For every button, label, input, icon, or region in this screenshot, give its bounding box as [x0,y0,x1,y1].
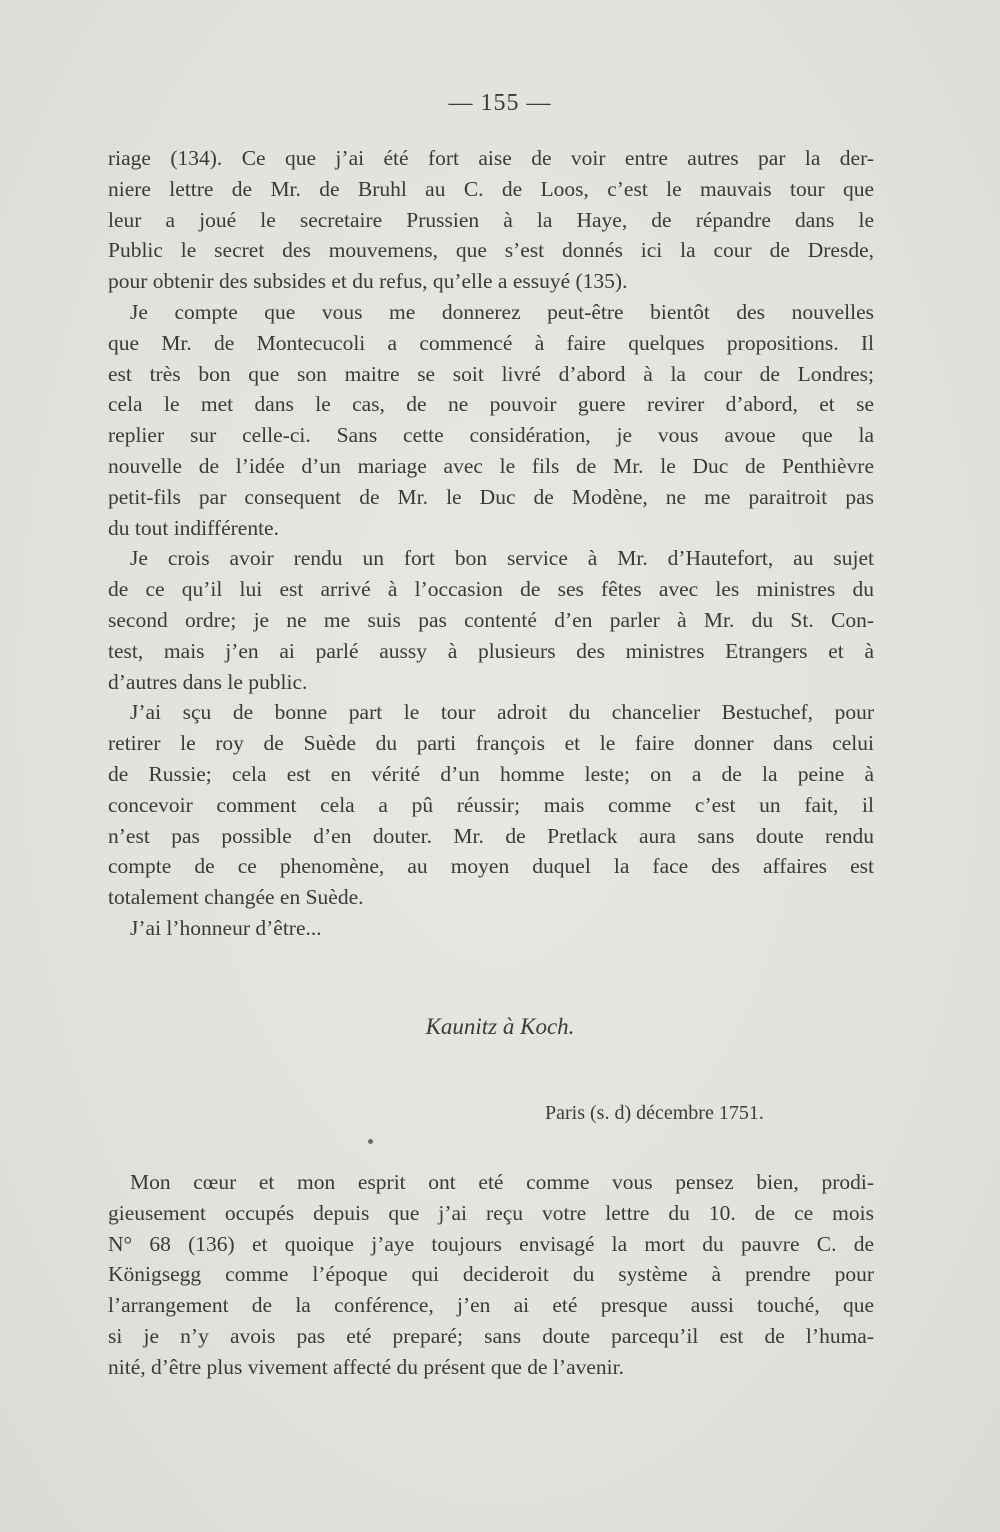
paragraph [108,297,874,543]
letter-heading: Kaunitz à Koch. [425,1014,575,1039]
text-line: de ce qu’il lui est arrivé à l’occasion de ses fêtes avec les ministres du [108,577,874,602]
text-line: pour obtenir des subsides et du refus, qu’elle a essuyé (135). [108,269,628,294]
text-line: niere lettre de Mr. de Bruhl au C. de Loos, c’est le mauvais tour que [108,176,874,201]
paragraph [108,913,874,944]
text-line: nouvelle de l’idée d’un mariage avec le fils de Mr. le Duc de Penthièvre [108,453,874,478]
text-line: Mon cœur et mon esprit ont eté comme vous pensez bien, prodi- [130,1170,874,1194]
ink-speck [368,1139,373,1144]
text-line: compte de ce phenomène, au moyen duquel la face des affaires est [108,854,874,879]
text-line: de Russie; cela est en vérité d’un homme leste; on a de la peine à [108,761,874,786]
text-line: leur a joué le secretaire Prussien à la Haye, de répandre dans le [108,207,874,232]
paragraph [108,143,874,297]
text-line: d’autres dans le public. [108,669,308,694]
text-line: est très bon que son maitre se soit livré d’abord à la cour de Londres; [108,361,874,386]
text-line: Je crois avoir rendu un fort bon service à Mr. d’Hautefort, au sujet [130,546,874,571]
text-line: riage (134). Ce que j’ai été fort aise de voir entre autres par la der- [108,146,874,170]
letter-body-bottom [108,1167,874,1383]
text-line: nité, d’être plus vivement affecté du présent que de l’avenir. [108,1354,624,1379]
text-line: du tout indifférente. [108,515,279,540]
text-line: petit-fils par consequent de Mr. le Duc de Modène, ne me paraitroit pas [108,484,874,509]
letter-body-top [108,143,874,944]
text-line: J’ai sçu de bonne part le tour adroit du chancelier Bestuchef, pour [130,700,874,725]
text-line: Je compte que vous me donnerez peut-être bientôt des nouvelles [130,299,874,324]
text-line: Public le secret des mouvemens, que s’est donnés ici la cour de Dresde, [108,238,874,263]
closing-formula: J’ai l’honneur d’être... [130,915,322,940]
text-line: test, mais j’en ai parlé aussy à plusieurs des ministres Etrangers et à [108,638,874,663]
paragraph [108,1167,874,1383]
text-line: Königsegg comme l’époque qui decideroit du système à prendre pour [108,1262,874,1287]
text-line: gieusement occupés depuis que j’ai reçu votre lettre du 10. de ce mois [108,1200,874,1225]
text-line: concevoir comment cela a pû réussir; mais comme c’est un fait, il [108,792,874,817]
text-line: retirer le roy de Suède du parti françois et le faire donner dans celui [108,731,874,756]
paragraph [108,543,874,697]
text-line: que Mr. de Montecucoli a commencé à faire quelques propositions. Il [108,330,874,355]
text-line: n’est pas possible d’en douter. Mr. de Pretlack aura sans doute rendu [108,823,874,848]
text-line: totalement changée en Suède. [108,885,364,910]
page-number: — 155 — [448,90,552,116]
text-line: cela le met dans le cas, de ne pouvoir guere revirer d’abord, et se [108,392,874,417]
text-line: l’arrangement de la conférence, j’en ai eté presque aussi touché, que [108,1293,874,1318]
text-line: si je n’y avois pas eté preparé; sans doute parcequ’il est de l’huma- [108,1323,874,1348]
dateline: Paris (s. d) décembre 1751. [545,1102,764,1124]
text-line: N° 68 (136) et quoique j’aye toujours envisagé la mort du pauvre C. de [108,1231,874,1256]
text-line: replier sur celle-ci. Sans cette considération, je vous avoue que la [108,423,874,448]
text-line: second ordre; je ne me suis pas contenté d’en parler à Mr. du St. Con- [108,607,874,632]
paragraph [108,697,874,913]
